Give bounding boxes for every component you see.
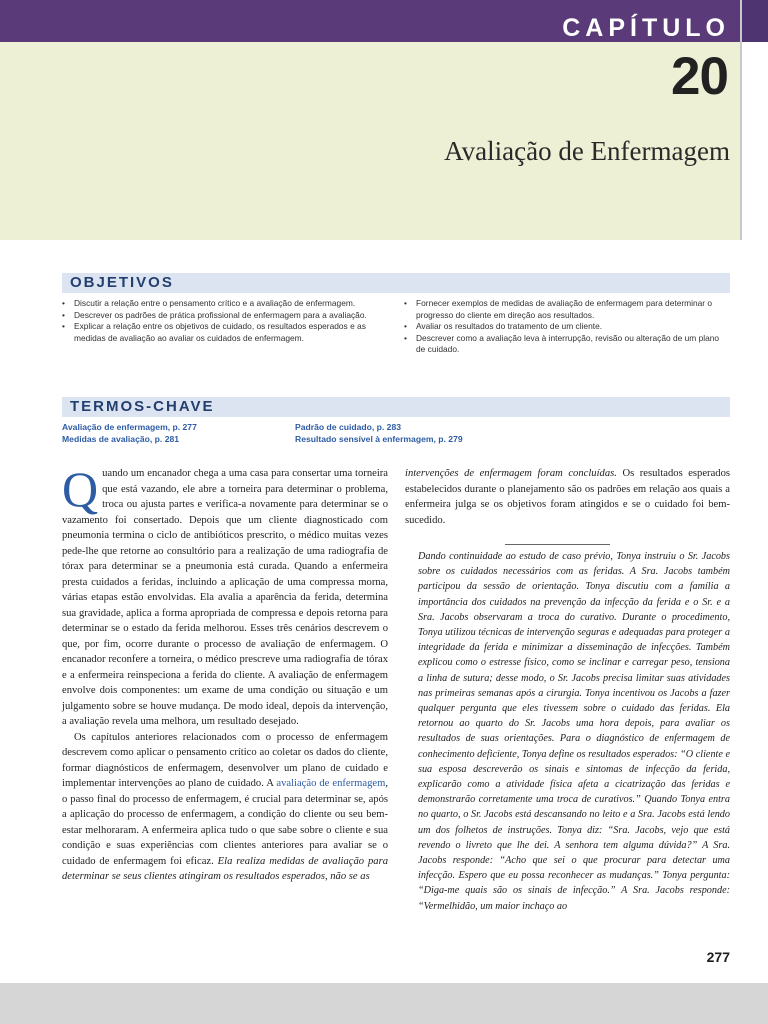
body-text: , o passo final do processo de enfermagem, é crucial para determinar se, após a aplicação do processo de enfermagem, a condição do cliente ou seu bem-estar melhoraram. A enfermeira aplica tudo o que sabe sobre o cliente e sua condição e suas experiências com clientes anteriores para avaliar se o cuidado de enfermagem foi eficaz. [62, 778, 388, 867]
body-column-right [405, 466, 730, 528]
body-text: Os capítulos anteriores relacionados com o processo de enfermagem descrevem como aplicar o pensamento crítico ao coletar os dados do cliente, formar diagnósticos de enfermagem, desenvolver um plano de cuidado e implementar intervenções ao plano de cuidado. A [62, 731, 388, 789]
objetivo-item: • Fornecer exemplos de medidas de avaliação de enfermagem para determinar o progresso do cliente em direção aos resultados. [404, 298, 722, 321]
body-paragraph-1 [62, 461, 388, 730]
body-paragraph-2 [62, 730, 388, 885]
drop-cap: Q [62, 461, 99, 517]
chapter-title: Avaliação de Enfermagem [444, 136, 730, 166]
objetivo-item: • Explicar a relação entre os objetivos de cuidado, os resultados esperados e as medidas de avaliação ao avaliar os cuidados de enfermagem. [62, 321, 392, 344]
termo-link[interactable]: Resultado sensível à enfermagem, p. 279 [295, 434, 463, 444]
body-text: uando um encanador chega a uma casa para consertar uma torneira que está vazando, ele abre a torneira para determinar o problema, troca ou ajusta partes e verifica-a novamente para determinar se o vazamento foi consertado. Depois que um cliente diagnosticado com pneumonia termina o ciclo de antibióticos prescrito, o médico muitas vezes pede-lhe que retorne ao consultório para a realização de uma radiografia de tórax para determinar se a pneumonia está curada. Quando a enfermeira presta cuidados a feridas, incluindo a aplicação de uma compressa morna, várias etapas estão envolvidas. Ela avalia a aparência da ferida, determina sua gravidade, aplica a forma apropriada de compressa e depois retorna para determinar se o estado da ferida melhorou. Esses três cenários descrevem o que, por fim, ocorre durante o processo de avaliação de enfermagem. O encanador reconfere a torneira, o médico prescreve uma radiografia de tórax e a enfermeira reinspeciona a ferida do cliente. A avaliação de enfermagem envolve dois componentes: um exame de uma condição ou situação e um julgamento sobre se houve mudança. De modo ideal, depois da intervenção, a avaliação revela uma melhora, um resultado desejado. [62, 468, 388, 727]
body-paragraph-continued [405, 466, 730, 528]
objetivo-item: • Discutir a relação entre o pensamento crítico e a avaliação de enfermagem. [62, 298, 392, 310]
termo-link[interactable]: Avaliação de enfermagem, p. 277 [62, 422, 197, 432]
objetivos-heading-bar [62, 273, 730, 293]
header-edge-strip [740, 0, 742, 240]
body-text: Os resultados esperados estabelecidos durante o planejamento são os padrões em relação aos quais a enfermeira julga se os objetivos foram atingidos e se o cuidado foi bem-sucedido. [405, 468, 730, 526]
top-color-bar-corner [740, 0, 768, 42]
termos-list-right [295, 421, 463, 445]
termo-link[interactable]: Padrão de cuidado, p. 283 [295, 422, 402, 432]
chapter-number: 20 [671, 47, 728, 106]
body-text-italic: intervenções de enfermagem foram concluídas. [405, 468, 617, 479]
case-divider [505, 544, 610, 545]
objetivo-item: • Descrever como a avaliação leva à interrupção, revisão ou alteração de um plano de cuidado. [404, 333, 722, 356]
case-study-text: Dando continuidade ao estudo de caso prévio, Tonya instruiu o Sr. Jacobs sobre os cuidados necessários com as feridas. A Sra. Jacobs também participou da sessão de orientação. Tonya discutiu com a família a importância dos cuidados na prevenção da infecção da ferida e o Sr. e a Sra. Jacobs observaram a troca do curativo. Durante o procedimento, Tonya utilizou técnicas de intervenção seguras e adequadas para proteger a integridade da ferida e minimizar a disseminação de infecções. Também explicou como o estresse físico, como se inclinar e carregar peso, tensiona a linha de sutura; desse modo, o Sr. Jacobs precisa limitar suas atividades nas primeiras semanas após a cirurgia. Tonya incentivou os Jacobs a fazer qualquer pergunta que eles tivessem sobre o cuidado das feridas. Ela retornou ao quarto do Sr. Jacobs uma hora depois, para avaliar os resultados de suas orientações. Para o diagnóstico de enfermagem de conhecimento deficiente, Tonya define os resultados esperados: “O cliente e sua esposa descreverão os sinais e sintomas de infecção da ferida, explicarão como a atividade física afeta a cicatrização das feridas e demonstrarão corretamente uma troca de curativos.” Quando Tonya entra no quarto, o Sr. Jacobs está descansando no leito e a Sra. Jacobs está lendo um dos folhetos de instruções. Tonya diz: “Sra. Jacobs, vejo que está revendo o livreto que lhe dei. A senhora tem alguma dúvida?” A Sra. Jacobs responde: “Acho que sei o que procurar para detectar uma infecção. Espero que eu possa reconhecer as mudanças.” Tonya pergunta: “Diga-me quais são os sinais de infecção.” A Sra. Jacobs responde: “Vermelhidão, um maior inchaço ao [418, 551, 730, 912]
termo-link[interactable]: Medidas de avaliação, p. 281 [62, 434, 180, 444]
objetivos-heading: OBJETIVOS [70, 274, 174, 291]
bottom-gray-bar [0, 983, 768, 1024]
termos-list-left [62, 421, 197, 445]
case-study-box [418, 549, 730, 914]
objetivos-list-right [404, 298, 722, 356]
page-number: 277 [706, 949, 730, 965]
objetivos-list-left [62, 298, 392, 344]
objetivo-item: • Avaliar os resultados do tratamento de um cliente. [404, 321, 722, 333]
objetivo-item: • Descrever os padrões de prática profissional de enfermagem para a avaliação. [62, 310, 392, 322]
chapter-label: CAPÍTULO [562, 14, 730, 42]
body-text-italic: Ela realiza medidas de avaliação para determinar se seus clientes atingiram os resultados esperados, não se as [62, 855, 388, 882]
term-link-avaliacao[interactable]: avaliação de enfermagem [276, 778, 386, 789]
termos-heading: TERMOS-CHAVE [70, 398, 215, 415]
termos-heading-bar [62, 397, 730, 417]
body-column-left [62, 461, 388, 885]
